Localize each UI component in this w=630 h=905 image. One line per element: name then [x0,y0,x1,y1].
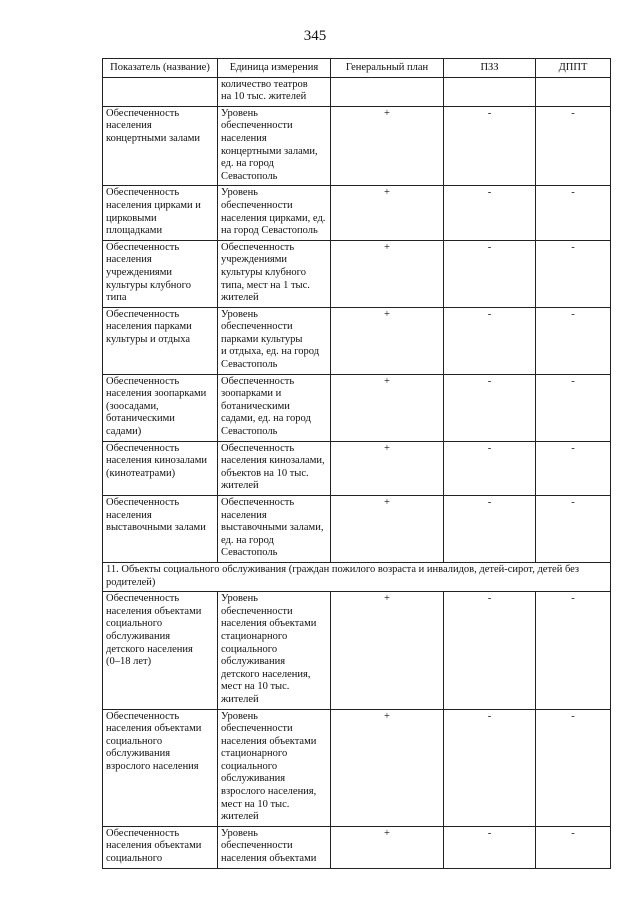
dppt-cell: - [536,592,611,709]
gp-cell: + [331,826,444,868]
dppt-cell: - [536,709,611,826]
table-row [103,709,611,826]
indicator-cell: Обеспеченность населения кинозалами (кинотеатрами) [103,441,218,495]
unit-cell: Уровень обеспеченности населения концертными залами, ед. на город Севастополь [218,106,331,186]
unit-cell: Уровень обеспеченности парками культуры и отдыха, ед. на город Севастополь [218,307,331,374]
gp-cell: + [331,374,444,441]
dppt-cell: - [536,441,611,495]
header-general-plan: Генеральный план [331,59,444,78]
dppt-cell: - [536,826,611,868]
dppt-cell: - [536,496,611,563]
indicator-cell: Обеспеченность населения объектами социального обслуживания взрослого населения [103,709,218,826]
dppt-cell [536,77,611,106]
header-pzz: ПЗЗ [444,59,536,78]
table-header-row [103,59,611,78]
indicator-cell [103,77,218,106]
unit-cell: Обеспеченность учреждениями культуры клубного типа, мест на 1 тыс. жителей [218,240,331,307]
gp-cell: + [331,240,444,307]
unit-cell: Уровень обеспеченности населения объектами стационарного социального обслуживания детского населения, мест на 10 тыс. жителей [218,592,331,709]
unit-cell: количество театров на 10 тыс. жителей [218,77,331,106]
table-row [103,374,611,441]
indicator-cell: Обеспеченность населения объектами социального обслуживания детского населения (0–18 лет) [103,592,218,709]
page-number: 345 [303,28,327,44]
pzz-cell: - [444,592,536,709]
header-unit: Единица измерения [218,59,331,78]
pzz-cell: - [444,307,536,374]
unit-cell: Уровень обеспеченности населения цирками, ед. на город Севастополь [218,186,331,240]
gp-cell: + [331,441,444,495]
indicator-cell: Обеспеченность населения зоопарками (зоосадами, ботаническими садами) [103,374,218,441]
table-row [103,307,611,374]
header-dppt: ДППТ [536,59,611,78]
table-row [103,826,611,868]
pzz-cell: - [444,186,536,240]
pzz-cell: - [444,496,536,563]
section-title: 11. Объекты социального обслуживания (граждан пожилого возраста и инвалидов, детей-сирот, детей без родителей) [103,562,611,591]
indicator-cell: Обеспеченность населения цирками и цирковыми площадками [103,186,218,240]
dppt-cell: - [536,106,611,186]
indicator-cell: Обеспеченность населения учреждениями культуры клубного типа [103,240,218,307]
pzz-cell [444,77,536,106]
gp-cell: + [331,186,444,240]
dppt-cell: - [536,186,611,240]
indicator-cell: Обеспеченность населения парками культуры и отдыха [103,307,218,374]
dppt-cell: - [536,240,611,307]
dppt-cell: - [536,374,611,441]
section-row [103,562,611,591]
gp-cell: + [331,709,444,826]
table-row [103,441,611,495]
gp-cell: + [331,307,444,374]
table-row [103,106,611,186]
pzz-cell: - [444,240,536,307]
pzz-cell: - [444,826,536,868]
indicator-table [102,58,611,869]
table-row [103,186,611,240]
unit-cell: Обеспеченность зоопарками и ботаническими садами, ед. на город Севастополь [218,374,331,441]
pzz-cell: - [444,106,536,186]
gp-cell: + [331,106,444,186]
unit-cell: Уровень обеспеченности населения объектами стационарного социального обслуживания взрослого населения, мест на 10 тыс. жителей [218,709,331,826]
table-row [103,496,611,563]
unit-cell: Обеспеченность населения выставочными залами, ед. на город Севастополь [218,496,331,563]
table-row [103,592,611,709]
indicator-cell: Обеспеченность населения выставочными залами [103,496,218,563]
table-row [103,77,611,106]
dppt-cell: - [536,307,611,374]
table-row [103,240,611,307]
header-indicator: Показатель (название) [103,59,218,78]
pzz-cell: - [444,374,536,441]
gp-cell [331,77,444,106]
pzz-cell: - [444,441,536,495]
unit-cell: Обеспеченность населения кинозалами, объектов на 10 тыс. жителей [218,441,331,495]
indicator-cell: Обеспеченность населения концертными залами [103,106,218,186]
gp-cell: + [331,496,444,563]
gp-cell: + [331,592,444,709]
unit-cell: Уровень обеспеченности населения объектами [218,826,331,868]
indicator-cell: Обеспеченность населения объектами социального [103,826,218,868]
pzz-cell: - [444,709,536,826]
